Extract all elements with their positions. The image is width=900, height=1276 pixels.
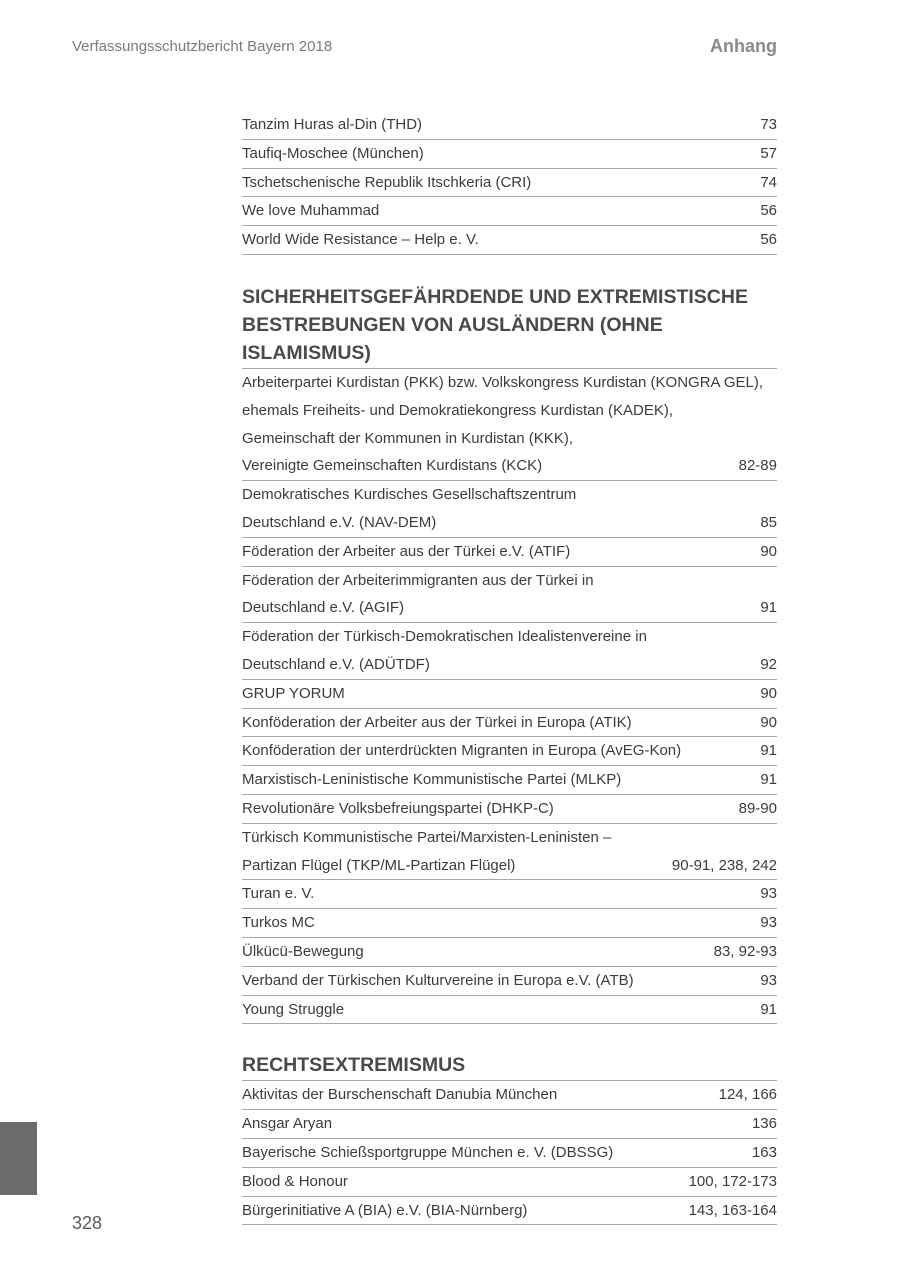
section-heading-rechtsextremismus: RECHTSEXTREMISMUS — [242, 1051, 777, 1081]
entry-pages: 90-91, 238, 242 — [671, 856, 777, 874]
index-row — [242, 197, 777, 226]
entry-pages: 90 — [760, 713, 777, 731]
running-title: Verfassungsschutzbericht Bayern 2018 — [72, 38, 333, 55]
entry-name: World Wide Resistance – Help e. V. — [242, 231, 479, 249]
index-row — [242, 169, 777, 198]
section-heading-auslaender: SICHERHEITSGEFÄHRDENDE UND EXTREMISTISCHE BESTREBUNGEN VON AUSLÄNDERN (OHNE ISLAMISMUS) — [242, 283, 777, 369]
entry-name: Deutschland e.V. (ADÜTDF) — [242, 655, 430, 673]
index-row — [242, 369, 777, 481]
entry-name: Turan e. V. — [242, 885, 315, 903]
index-row — [242, 538, 777, 567]
index-row — [242, 824, 777, 881]
entry-name: Konföderation der Arbeiter aus der Türkei in Europa (ATIK) — [242, 713, 632, 731]
entry-name: Föderation der Arbeiter aus der Türkei e.V. (ATIF) — [242, 542, 571, 560]
entry-name: Taufiq-Moschee (München) — [242, 144, 424, 162]
entry-pages: 93 — [760, 914, 777, 932]
entry-name: Föderation der Arbeiterimmigranten aus der Türkei in — [242, 571, 594, 589]
entry-name: Ülkücü-Bewegung — [242, 942, 364, 960]
entry-pages: 83, 92-93 — [713, 942, 777, 960]
entry-name: Tanzim Huras al-Din (THD) — [242, 116, 423, 133]
entry-name: Revolutionäre Volksbefreiungspartei (DHKP-C) — [242, 799, 554, 817]
index-row — [242, 111, 777, 140]
entry-pages: 82-89 — [738, 457, 777, 475]
index-row — [242, 1081, 777, 1110]
index-content — [242, 111, 777, 1225]
index-row — [242, 1139, 777, 1168]
entry-name: Vereinigte Gemeinschaften Kurdistans (KCK) — [242, 457, 543, 475]
index-row — [242, 737, 777, 766]
index-row — [242, 1197, 777, 1226]
entry-pages: 91 — [760, 742, 777, 760]
index-row — [242, 140, 777, 169]
index-row — [242, 766, 777, 795]
entry-name: Marxistisch-Leninistische Kommunistische Partei (MLKP) — [242, 771, 622, 789]
index-row — [242, 909, 777, 938]
entry-pages: 85 — [760, 513, 777, 531]
index-row — [242, 795, 777, 824]
entry-name: Ansgar Aryan — [242, 1115, 333, 1133]
page-number: 328 — [72, 1213, 103, 1233]
entry-pages: 90 — [760, 684, 777, 702]
index-row — [242, 996, 777, 1025]
entry-pages: 93 — [760, 971, 777, 989]
entry-name: Arbeiterpartei Kurdistan (PKK) bzw. Volkskongress Kurdistan (KONGRA GEL), — [242, 373, 764, 391]
entry-pages: 90 — [760, 542, 777, 560]
entry-name: GRUP YORUM — [242, 684, 345, 702]
entry-pages: 91 — [760, 1000, 777, 1018]
index-row — [242, 1168, 777, 1197]
index-row — [242, 226, 777, 255]
entry-pages: 73 — [760, 116, 777, 133]
entry-name: Gemeinschaft der Kommunen in Kurdistan (KKK), — [242, 429, 573, 447]
index-row — [242, 1110, 777, 1139]
entry-pages: 56 — [760, 202, 777, 220]
entry-pages: 163 — [751, 1143, 777, 1161]
entry-pages: 91 — [760, 771, 777, 789]
entry-name: Bayerische Schießsportgruppe München e. V. (DBSSG) — [242, 1143, 614, 1161]
index-row — [242, 623, 777, 680]
entry-pages: 91 — [760, 599, 777, 617]
section-title: Anhang — [710, 36, 777, 56]
entry-name: Verband der Türkischen Kulturvereine in Europa e.V. (ATB) — [242, 971, 634, 989]
entry-name: We love Muhammad — [242, 202, 380, 220]
entry-name: Turkos MC — [242, 914, 315, 932]
entry-pages: 89-90 — [738, 799, 777, 817]
entry-pages: 93 — [760, 885, 777, 903]
entry-pages: 136 — [751, 1115, 777, 1133]
entry-name: Blood & Honour — [242, 1172, 348, 1190]
entry-name: Bürgerinitiative A (BIA) e.V. (BIA-Nürnberg) — [242, 1201, 528, 1219]
index-row — [242, 880, 777, 909]
entry-pages: 124, 166 — [718, 1086, 777, 1104]
entry-name: Türkisch Kommunistische Partei/Marxisten-Leninisten – — [242, 828, 612, 846]
index-row — [242, 938, 777, 967]
entry-name: Deutschland e.V. (NAV-DEM) — [242, 513, 437, 531]
index-row — [242, 709, 777, 738]
entry-pages: 100, 172-173 — [688, 1172, 777, 1190]
entry-pages: 74 — [760, 173, 777, 191]
entry-pages: 57 — [760, 144, 777, 162]
entry-name: Aktivitas der Burschenschaft Danubia München — [242, 1086, 558, 1104]
entry-name: Föderation der Türkisch-Demokratischen Idealistenvereine in — [242, 628, 647, 646]
index-row — [242, 481, 777, 538]
entry-pages: 92 — [760, 655, 777, 673]
index-row — [242, 680, 777, 709]
entry-name: Tschetschenische Republik Itschkeria (CRI) — [242, 173, 532, 191]
entry-pages: 56 — [760, 231, 777, 249]
entry-name: ehemals Freiheits- und Demokratiekongress Kurdistan (KADEK), — [242, 401, 674, 419]
index-row — [242, 567, 777, 624]
entry-name: Deutschland e.V. (AGIF) — [242, 599, 405, 617]
entry-name: Partizan Flügel (TKP/ML-Partizan Flügel) — [242, 856, 516, 874]
entry-name: Young Struggle — [242, 1000, 345, 1018]
entry-name: Demokratisches Kurdisches Gesellschaftszentrum — [242, 486, 577, 504]
entry-name: Konföderation der unterdrückten Migranten in Europa (AvEG-Kon) — [242, 742, 682, 760]
chapter-tab-marker — [0, 1122, 37, 1195]
entry-pages: 143, 163-164 — [688, 1201, 777, 1219]
index-row — [242, 967, 777, 996]
